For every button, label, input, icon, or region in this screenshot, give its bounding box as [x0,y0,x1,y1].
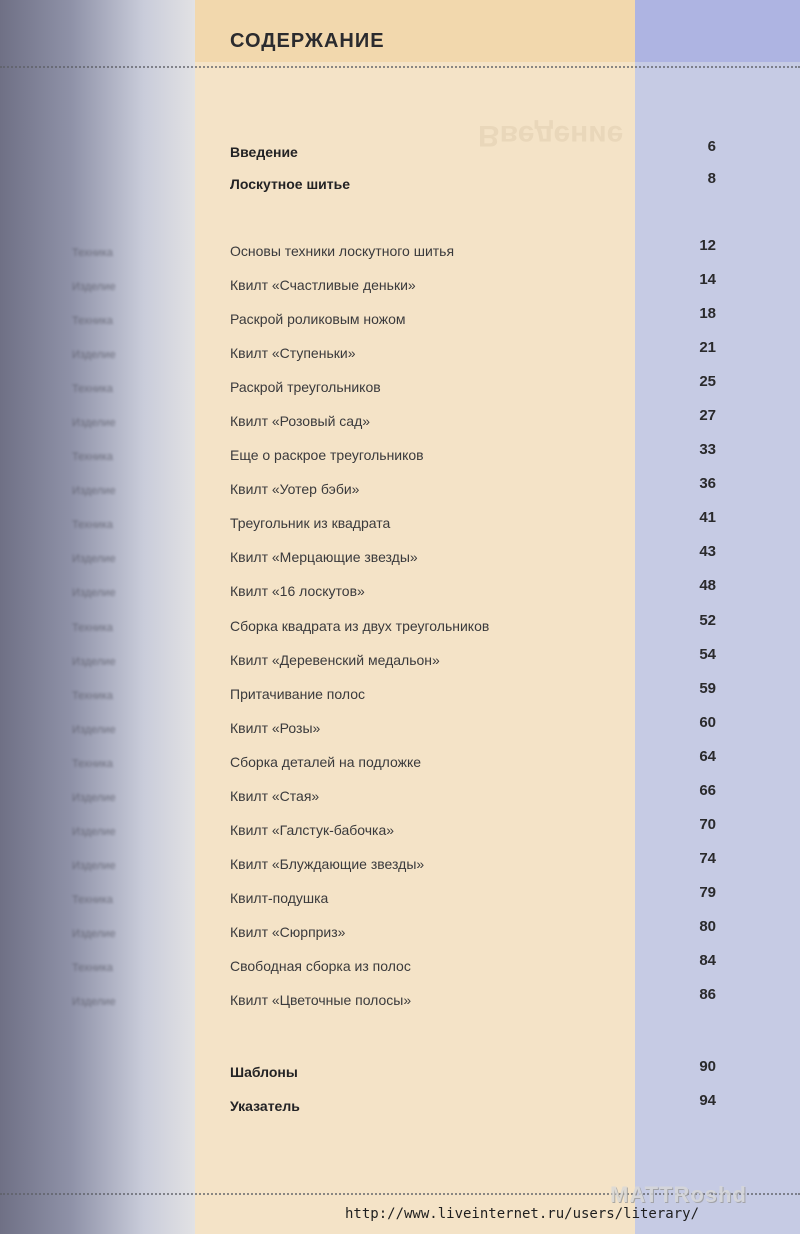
toc-entry[interactable] [230,339,730,367]
toc-entry[interactable] [230,646,730,674]
toc-page-number: 66 [699,782,716,799]
page-title: СОДЕРЖАНИЕ [230,30,385,52]
toc-entry-title: Треугольник из квадрата [230,515,391,531]
toc-page-number: 64 [699,748,716,765]
toc-entry[interactable] [230,407,730,435]
toc-entry[interactable] [230,509,730,537]
toc-page-number: 54 [699,646,716,663]
toc-page-number: 52 [699,612,716,629]
side-category-tag: Техника [72,622,113,634]
side-category-tag: Техника [72,519,113,531]
side-category-tag: Техника [72,962,113,974]
toc-entry[interactable] [230,138,730,166]
toc-page-number: 79 [699,884,716,901]
toc-entry-title: Указатель [230,1098,300,1114]
side-category-tag: Техника [72,758,113,770]
toc-entry[interactable] [230,850,730,878]
toc-entry-title: Квилт «Сюрприз» [230,924,346,940]
toc-entry[interactable] [230,475,730,503]
toc-entry[interactable] [230,170,730,198]
toc-entry[interactable] [230,748,730,776]
side-category-tag: Изделие [72,587,116,599]
toc-entry-title: Шаблоны [230,1064,298,1080]
toc-entry[interactable] [230,884,730,912]
toc-entry-title: Квилт «Розы» [230,720,321,736]
toc-entry-title: Квилт «Галстук-бабочка» [230,822,395,838]
side-category-tag: Техника [72,315,113,327]
toc-entry[interactable] [230,1058,730,1086]
side-category-tag: Техника [72,690,113,702]
toc-entry[interactable] [230,271,730,299]
toc-page-number: 86 [699,986,716,1003]
toc-page-number: 59 [699,680,716,697]
toc-entry-title: Квилт «Стая» [230,788,320,804]
show-through-text: Введение [478,119,624,152]
side-category-tag: Изделие [72,281,116,293]
side-category-tag: Изделие [72,724,116,736]
side-category-tag: Изделие [72,485,116,497]
side-category-tag: Изделие [72,417,116,429]
toc-page-number: 94 [699,1092,716,1109]
header-dotted-divider [0,66,800,68]
toc-entry-title: Раскрой треугольников [230,379,381,395]
toc-entry-title: Сборка деталей на подложке [230,754,422,770]
toc-entry-title: Сборка квадрата из двух треугольников [230,618,490,634]
toc-page-number: 21 [699,339,716,356]
toc-entry-title: Квилт «16 лоскутов» [230,583,365,599]
toc-entry-title: Свободная сборка из полос [230,958,411,974]
toc-entry-title: Квилт «Цветочные полосы» [230,992,412,1008]
side-category-tag: Изделие [72,792,116,804]
toc-page-number: 60 [699,714,716,731]
toc-entry-title: Квилт «Мерцающие звезды» [230,549,418,565]
toc-page-number: 41 [699,509,716,526]
toc-page-number: 80 [699,918,716,935]
toc-page-number: 43 [699,543,716,560]
toc-page-number: 6 [707,138,716,155]
side-category-tag: Изделие [72,826,116,838]
toc-entry-title: Квилт «Розовый сад» [230,413,371,429]
side-category-tag: Техника [72,451,113,463]
toc-entry-title: Притачивание полос [230,686,365,702]
toc-entry-title: Квилт-подушка [230,890,329,906]
side-category-tag: Техника [72,383,113,395]
toc-page-number: 25 [699,373,716,390]
watermark: MATTRoshd [610,1182,747,1207]
toc-page-number: 90 [699,1058,716,1075]
toc-entry[interactable] [230,305,730,333]
toc-entry-title: Квилт «Деревенский медальон» [230,652,440,668]
toc-entry-title: Квилт «Блуждающие звезды» [230,856,425,872]
toc-entry[interactable] [230,543,730,571]
toc-page-number: 70 [699,816,716,833]
toc-page-number: 18 [699,305,716,322]
right-header-block [635,0,800,62]
toc-entry[interactable] [230,952,730,980]
side-category-tag: Изделие [72,553,116,565]
toc-page-number: 48 [699,577,716,594]
toc-entry[interactable] [230,612,730,640]
toc-page-number: 74 [699,850,716,867]
side-category-tag: Техника [72,894,113,906]
side-category-tag: Изделие [72,996,116,1008]
toc-entry-title: Квилт «Счастливые деньки» [230,277,416,293]
toc-entry[interactable] [230,816,730,844]
toc-page-number: 33 [699,441,716,458]
toc-entry-title: Лоскутное шитье [230,176,351,192]
side-category-tag: Изделие [72,860,116,872]
toc-entry[interactable] [230,577,730,605]
left-margin-column [0,0,205,1234]
toc-page-number: 8 [707,170,716,187]
toc-entry-title: Раскрой роликовым ножом [230,311,406,327]
side-category-tag: Изделие [72,656,116,668]
toc-entry-title: Еще о раскрое треугольников [230,447,424,463]
toc-page-number: 84 [699,952,716,969]
toc-entry[interactable] [230,986,730,1014]
toc-entry[interactable] [230,237,730,265]
source-url: http://www.liveinternet.ru/users/literary/ [345,1206,700,1222]
toc-entry-title: Введение [230,144,298,160]
toc-entry-title: Основы техники лоскутного шитья [230,243,455,259]
side-category-tag: Изделие [72,349,116,361]
toc-entry[interactable] [230,680,730,708]
side-category-tag: Техника [72,247,113,259]
toc-page-number: 27 [699,407,716,424]
toc-page-number: 12 [699,237,716,254]
toc-page-number: 14 [699,271,716,288]
side-category-tag: Изделие [72,928,116,940]
toc-entry-title: Квилт «Ступеньки» [230,345,356,361]
toc-page-number: 36 [699,475,716,492]
toc-entry[interactable] [230,373,730,401]
toc-entry[interactable] [230,1092,730,1120]
toc-entry[interactable] [230,714,730,742]
toc-entry[interactable] [230,441,730,469]
toc-entry-title: Квилт «Уотер бэби» [230,481,360,497]
toc-entry[interactable] [230,782,730,810]
toc-entry[interactable] [230,918,730,946]
